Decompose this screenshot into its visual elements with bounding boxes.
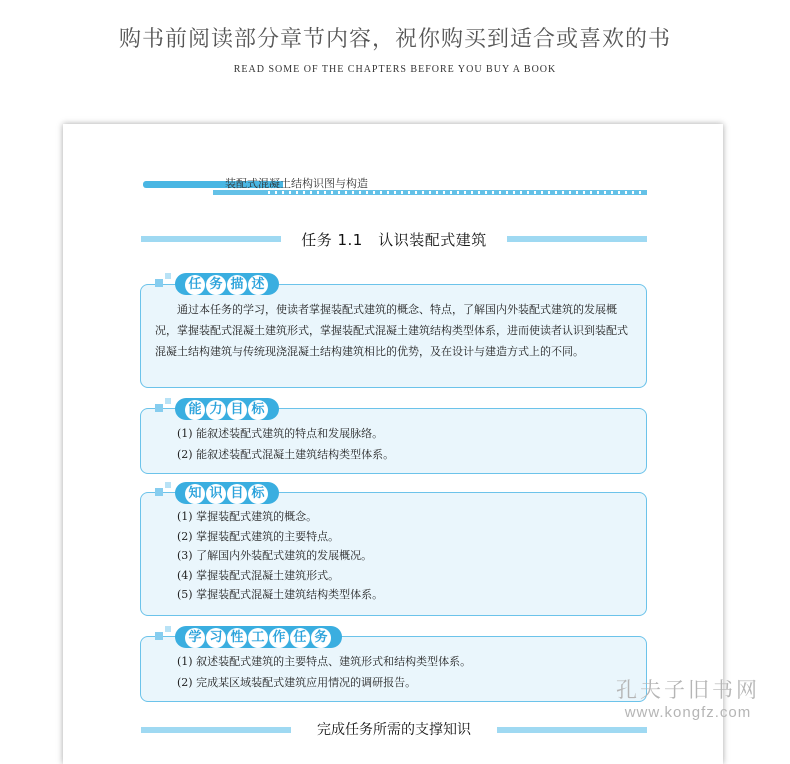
list-item: (3) 了解国内外装配式建筑的发展概况。 <box>177 549 373 562</box>
support-knowledge-title: 完成任务所需的支撑知识 <box>317 722 471 738</box>
heading-deco-square <box>155 488 163 496</box>
heading-char: 目 <box>227 400 247 420</box>
section-knowledge-goals <box>140 492 647 616</box>
heading-char: 性 <box>227 628 247 648</box>
watermark-url: www.kongfz.com <box>624 704 752 721</box>
heading-char: 力 <box>206 400 226 420</box>
heading-deco-square <box>155 279 163 287</box>
heading-pill <box>175 273 279 295</box>
list-item: (5) 掌握装配式混凝土建筑结构类型体系。 <box>177 588 384 601</box>
heading-char: 描 <box>227 275 247 295</box>
heading-deco-square <box>165 626 171 632</box>
book-page <box>63 124 723 764</box>
heading-task-description <box>155 273 295 295</box>
heading-char: 任 <box>185 275 205 295</box>
heading-char: 工 <box>248 628 268 648</box>
task-title: 任务 1.1 认识装配式建筑 <box>301 231 487 249</box>
heading-deco-square <box>155 632 163 640</box>
heading-char: 务 <box>206 275 226 295</box>
list-item: (4) 掌握装配式混凝土建筑形式。 <box>177 568 340 582</box>
heading-deco-square <box>165 398 171 404</box>
heading-char: 识 <box>206 484 226 504</box>
heading-char: 标 <box>248 400 268 420</box>
heading-deco-square <box>165 482 171 488</box>
heading-pill <box>175 482 279 504</box>
header-rule-dots <box>268 191 643 194</box>
watermark <box>600 674 776 721</box>
banner-subtitle: READ SOME OF THE CHAPTERS BEFORE YOU BUY A BOOK <box>233 64 557 75</box>
heading-char: 标 <box>248 484 268 504</box>
heading-ability-goals <box>155 398 295 420</box>
list-item: (1) 能叙述装配式建筑的特点和发展脉络。 <box>177 427 384 440</box>
heading-deco-square <box>155 404 163 412</box>
heading-char: 知 <box>185 484 205 504</box>
support-knowledge-title-row <box>141 718 647 742</box>
watermark-logo-text: 孔夫子旧书网 <box>616 678 760 702</box>
heading-char: 目 <box>227 484 247 504</box>
heading-char: 习 <box>206 628 226 648</box>
task-description-text: 通过本任务的学习，使读者掌握装配式建筑的概念、特点，了解国内外装配式建筑的发展概况，掌握装配式混凝土建筑形式，掌握装配式混凝土建筑结构类型体系，进而使读者认识到装配式混凝土结构建筑与传统现浇混凝土结构建筑相比的优势，及在设计与建造方式上的不同。 <box>155 303 628 358</box>
list-item: (1) 叙述装配式建筑的主要特点、建筑形式和结构类型体系。 <box>177 655 472 668</box>
title-rule-right <box>497 727 647 733</box>
section-task-description <box>140 284 647 388</box>
heading-char: 学 <box>185 628 205 648</box>
title-rule-left <box>141 236 281 242</box>
title-rule-right <box>507 236 647 242</box>
heading-char: 述 <box>248 275 268 295</box>
list-item: (2) 完成某区域装配式建筑应用情况的调研报告。 <box>177 676 417 689</box>
heading-pill <box>175 398 279 420</box>
heading-char: 能 <box>185 400 205 420</box>
heading-knowledge-goals <box>155 482 295 504</box>
list-item: (2) 掌握装配式建筑的主要特点。 <box>177 529 340 543</box>
running-header: 装配式混凝土结构识图与构造 <box>225 177 368 190</box>
task-title-row <box>141 224 647 254</box>
heading-char: 作 <box>269 628 289 648</box>
heading-deco-square <box>165 273 171 279</box>
banner-title: 购书前阅读部分章节内容，祝你购买到适合或喜欢的书 <box>118 27 671 52</box>
heading-pill <box>175 626 342 648</box>
heading-char: 务 <box>311 628 331 648</box>
list-item: (1) 掌握装配式建筑的概念。 <box>177 510 318 523</box>
heading-learning-tasks <box>155 626 355 648</box>
list-item: (2) 能叙述装配式混凝土建筑结构类型体系。 <box>177 448 395 461</box>
heading-char: 任 <box>290 628 310 648</box>
title-rule-left <box>141 727 291 733</box>
